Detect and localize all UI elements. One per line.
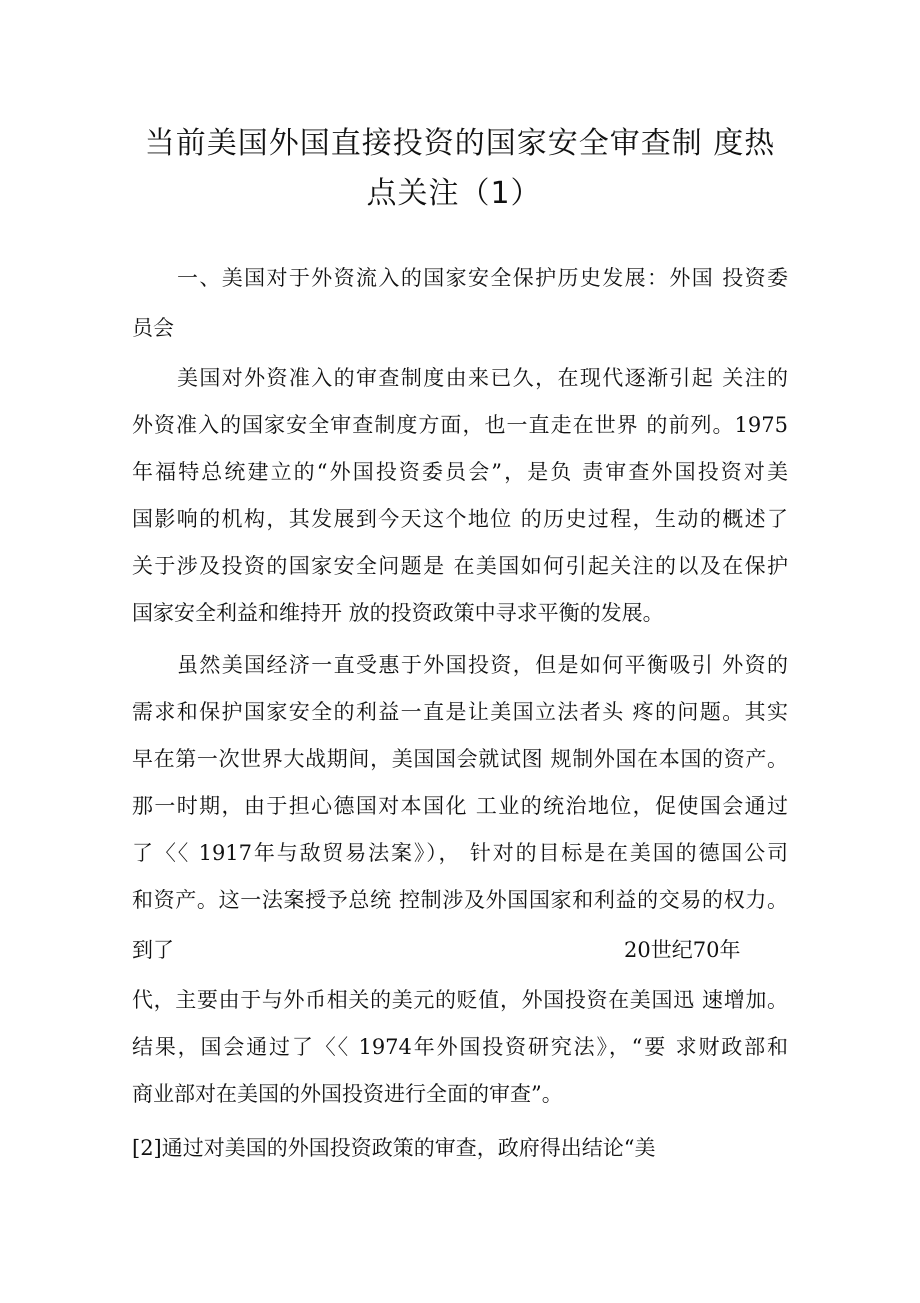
document-title-line2: 点关注（1）	[366, 176, 542, 211]
paragraph2-line: 那一时期，由于担心德国对本国化 工业的统治地位，促使国会通过	[132, 794, 788, 818]
paragraph1-line: 国家安全利益和维持开 放的投资政策中寻求平衡的发展。	[132, 601, 664, 625]
paragraph2-cont-line: 商业部对在美国的外国投资进行全面的审查”。	[132, 1082, 563, 1106]
paragraph3-start: [2]通过对美国的外国投资政策的审查，政府得出结论“美	[132, 1136, 656, 1160]
paragraph2-line: 虽然美国经济一直受惠于外国投资，但是如何平衡吸引 外资的	[177, 653, 788, 677]
paragraph2-line: 了〈〈 1917年与敌贸易法案》）， 针对的目标是在美国的德国公司	[132, 841, 788, 865]
paragraph2-line: 需求和保护国家安全的利益一直是让美国立法者头 疼的问题。其实	[132, 700, 788, 724]
paragraph2-line: 和资产。这一法案授予总统 控制涉及外国国家和利益的交易的权力。	[132, 888, 788, 912]
paragraph1-line: 国影响的机构，其发展到今天这个地位 的历史过程，生动的概述了	[132, 507, 788, 531]
split-line-left: 到了	[132, 938, 174, 962]
split-line-right: 20世纪70年	[624, 938, 741, 962]
paragraph2-cont-line: 代，主要由于与外币相关的美元的贬值，外国投资在美国迅 速增加。	[132, 988, 788, 1012]
paragraph2-line: 早在第一次世界大战期间，美国国会就试图 规制外国在本国的资产。	[132, 747, 788, 771]
paragraph1-line: 关于涉及投资的国家安全问题是 在美国如何引起关注的以及在保护	[132, 554, 788, 578]
paragraph1-line: 外资准入的国家安全审查制度方面，也一直走在世界 的前列。1975	[132, 413, 788, 437]
document-title-line1: 当前美国外国直接投资的国家安全审查制 度热	[144, 126, 776, 161]
section-heading-line1: 一、美国对于外资流入的国家安全保护历史发展：外国 投资委	[177, 266, 788, 290]
paragraph1-line: 年福特总统建立的“外国投资委员会”，是负 责审查外国投资对美	[132, 460, 788, 484]
paragraph1-line: 美国对外资准入的审查制度由来已久，在现代逐渐引起 关注的	[177, 366, 788, 390]
section-heading-line2: 员会	[132, 316, 174, 340]
paragraph2-cont-line: 结果，国会通过了〈〈 1974年外国投资研究法》，“要 求财政部和	[132, 1035, 788, 1059]
